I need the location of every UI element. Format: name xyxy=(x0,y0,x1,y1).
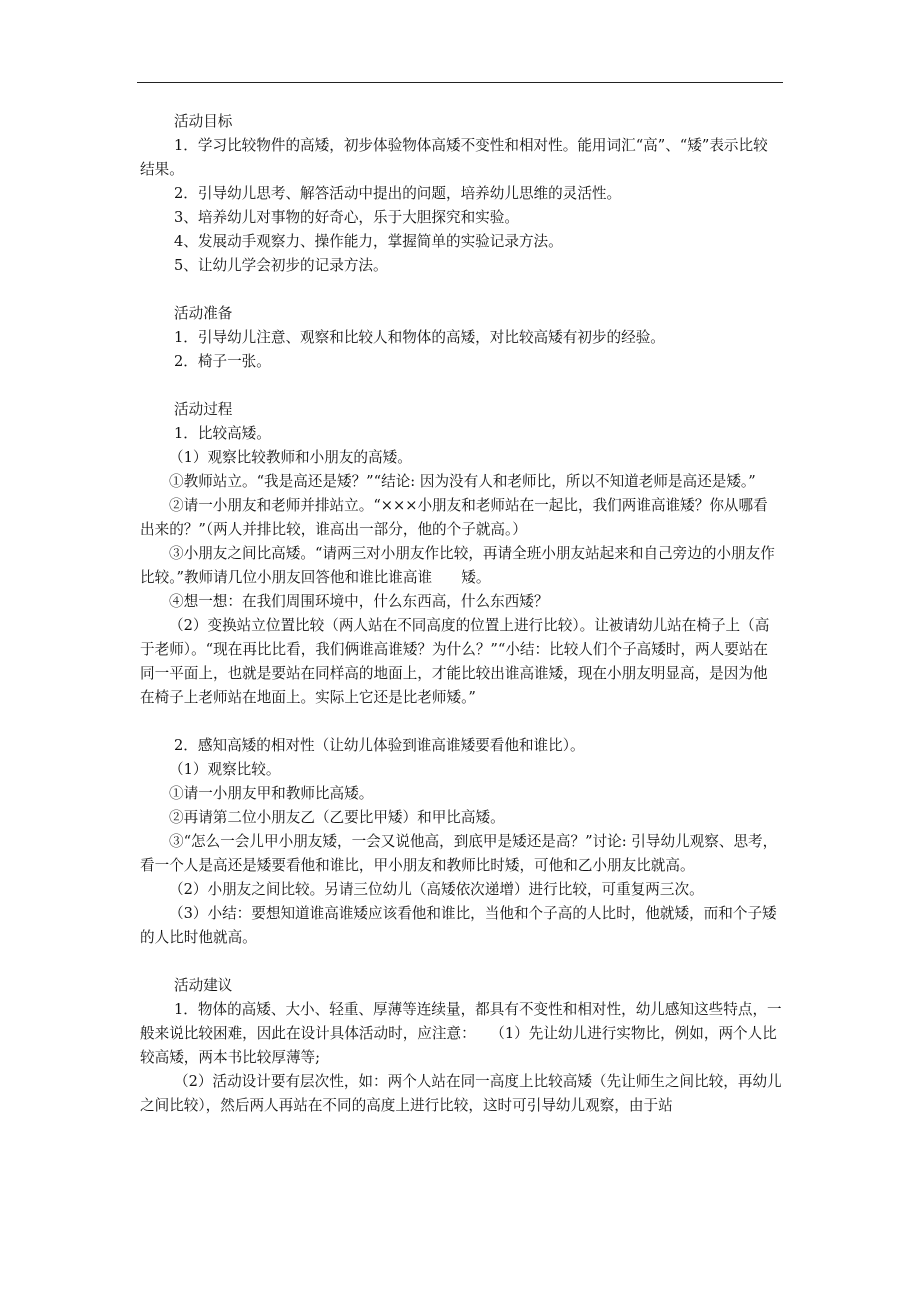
process-step: ②请一小朋友和老师并排站立。“×××小朋友和老师站在一起比，我们两谁高谁矮？你从哪看出来的？”（两人并排比较，谁高出一部分，他的个子就高。） xyxy=(140,497,768,538)
section-title-process: 活动过程 xyxy=(174,401,233,418)
goal-item: 1．学习比较物件的高矮，初步体验物体高矮不变性和相对性。能用词汇“高”、“矮”表示比较结果。 xyxy=(140,137,768,178)
process-step: （3）小结：要想知道谁高谁矮应该看他和谁比，当他和个子高的人比时，他就矮，而和个子矮的人比时他就高。 xyxy=(140,905,777,946)
suggest-item: （2）活动设计要有层次性，如：两个人站在同一高度上比较高矮（先让师生之间比较，再幼儿之间比较），然后两人再站在不同的高度上进行比较，这时可引导幼儿观察，由于站 xyxy=(140,1073,782,1114)
goal-item: 3、培养幼儿对事物的好奇心，乐于大胆探究和实验。 xyxy=(174,209,519,226)
goal-item: 4、发展动手观察力、操作能力，掌握简单的实验记录方法。 xyxy=(174,233,563,250)
process-step: ①教师站立。“我是高还是矮？”“结论: 因为没有人和老师比，所以不知道老师是高还是矮。” xyxy=(169,473,756,490)
process-step: ③小朋友之间比高矮。“请两三对小朋友作比较，再请全班小朋友站起来和自己旁边的小朋友作比较。”教师请几位小朋友回答他和谁比谁高谁 矮。 xyxy=(140,545,775,586)
section-title-prep: 活动准备 xyxy=(174,305,233,322)
prep-item: 2．椅子一张。 xyxy=(174,353,271,370)
section-title-suggest: 活动建议 xyxy=(174,977,233,994)
section-title-goals: 活动目标 xyxy=(174,113,233,130)
goal-item: 5、让幼儿学会初步的记录方法。 xyxy=(174,257,388,274)
process-step: 1．比较高矮。 xyxy=(174,425,271,442)
process-step: ③“怎么一会儿甲小朋友矮，一会又说他高，到底甲是矮还是高？”讨论: 引导幼儿观察、思考，看一个人是高还是矮要看他和谁比，甲小朋友和教师比时矮，可他和乙小朋友比就高。 xyxy=(140,833,778,874)
document-body xyxy=(140,110,782,1118)
process-step: （2）变换站立位置比较（两人站在不同高度的位置上进行比较）。让被请幼儿站在椅子上（高于老师）。“现在再比比看，我们俩谁高谁矮？为什么？”“小结：比较人们个子高矮时，两人要站在同一平面上，也就是要站在同样高的地面上，才能比较出谁高谁矮，现在小朋友明显高，是因为他在椅子上老师站在地面上。实际上它还是比老师矮。” xyxy=(140,617,770,706)
process-step: （1）观察比较教师和小朋友的高矮。 xyxy=(169,449,412,466)
prep-item: 1．引导幼儿注意、观察和比较人和物体的高矮，对比较高矮有初步的经验。 xyxy=(174,329,665,346)
process-step: ④想一想：在我们周围环境中，什么东西高，什么东西矮？ xyxy=(169,593,549,610)
process-step: ②再请第二位小朋友乙（乙要比甲矮）和甲比高矮。 xyxy=(169,809,505,826)
header-rule xyxy=(137,82,783,83)
goal-item: 2．引导幼儿思考、解答活动中提出的问题，培养幼儿思维的灵活性。 xyxy=(174,185,622,202)
suggest-item: 1．物体的高矮、大小、轻重、厚薄等连续量，都具有不变性和相对性，幼儿感知这些特点，一般来说比较困难，因此在设计具体活动时，应注意： （1）先让幼儿进行实物比，例如，两个人比较高矮，两本书比较厚薄等; xyxy=(140,1001,782,1066)
process-step: （2）小朋友之间比较。另请三位幼儿（高矮依次递增）进行比较，可重复两三次。 xyxy=(169,881,704,898)
process-step: （1）观察比较。 xyxy=(169,761,281,778)
process-step: 2．感知高矮的相对性（让幼儿体验到谁高谁矮要看他和谁比）。 xyxy=(174,737,585,754)
process-step: ①请一小朋友甲和教师比高矮。 xyxy=(169,785,374,802)
